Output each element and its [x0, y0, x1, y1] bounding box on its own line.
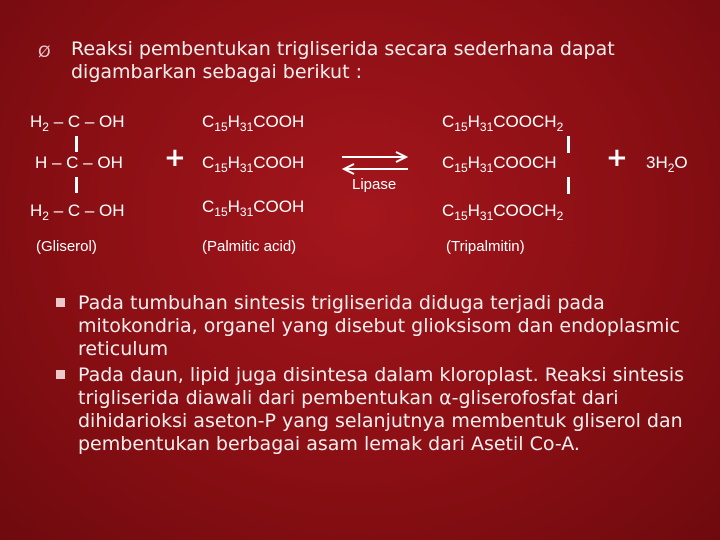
glycerol-row-2: H – C – OH	[35, 153, 123, 172]
water-formula: $3H_2O$	[646, 153, 688, 175]
product-label: (Tripalmitin)	[446, 238, 525, 255]
bullet-text: Pada tumbuhan sintesis trigliserida diduga terjadi pada mitokondria, organel yang disebut glioksisom dan endoplasmic reticulum	[78, 292, 680, 360]
square-bullet-icon	[56, 370, 65, 379]
glycerol-row-1: $H_2$ – C – OH	[30, 112, 125, 134]
intro-text: Reaksi pembentukan trigliserida secara sederhana dapat digambarkan sebagai berikut :	[71, 38, 615, 83]
square-bullet-icon	[56, 298, 65, 307]
bond-line	[567, 136, 570, 153]
acid-formula: $C_{15}H_{31}COOH$	[202, 153, 305, 175]
acid-formula: $C_{15}H_{31}COOH$	[202, 197, 305, 219]
product-row-2: $C_{15}H_{31}COOCH$	[442, 153, 557, 175]
acid-formula: $C_{15}H_{31}COOH$	[202, 112, 305, 134]
bond-line	[75, 177, 78, 193]
equilibrium-arrows-icon	[340, 150, 410, 176]
glycerol-row-3: $H_2$ – C – OH	[30, 201, 125, 223]
arrow-bullet-icon: Ø	[38, 42, 51, 61]
plus-sign: +	[606, 143, 628, 173]
product-row-1: $C_{15}H_{31}COOCH_2$	[442, 112, 564, 134]
product-row-3: $C_{15}H_{31}COOCH_2$	[442, 201, 564, 223]
glycerol-label: (Gliserol)	[36, 238, 97, 255]
plus-sign: +	[164, 143, 186, 173]
bond-line	[567, 177, 570, 194]
acid-label: (Palmitic acid)	[202, 238, 297, 255]
bond-line	[75, 136, 78, 152]
enzyme-label: Lipase	[352, 176, 397, 193]
bullet-text: Pada daun, lipid juga disintesa dalam kloroplast. Reaksi sintesis trigliserida diawali dari pembentukan α-gliserofosfat dari dihidarioksi aseton-P yang selanjutnya membentuk gliserol dan pembentukan berbagai asam lemak dari Asetil Co-A.	[78, 364, 685, 455]
